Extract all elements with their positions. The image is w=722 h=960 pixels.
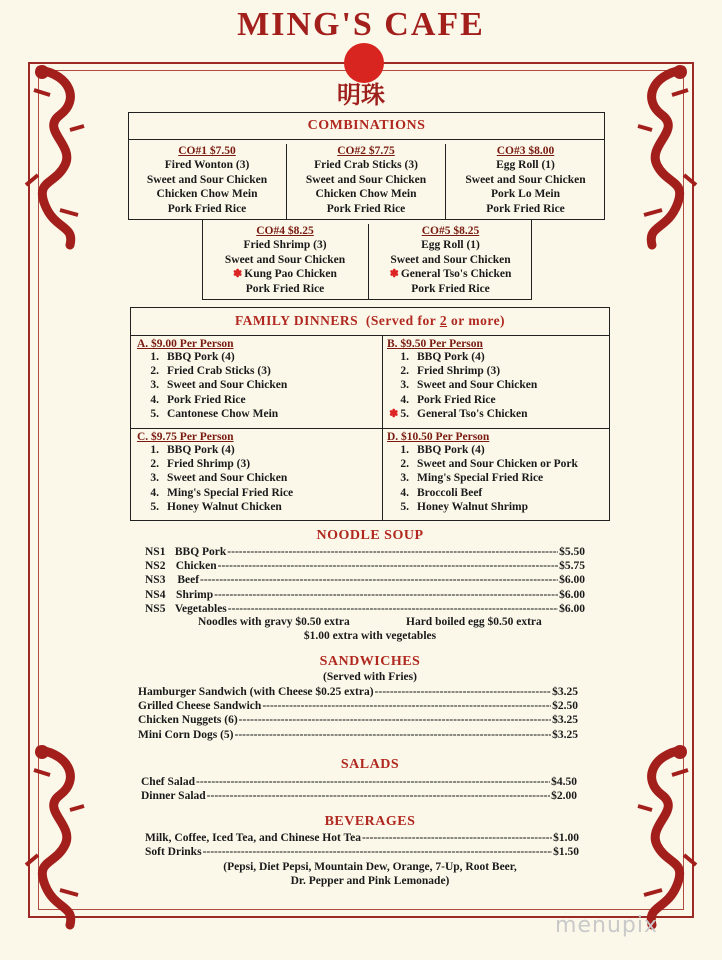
item-number: 2.: [400, 458, 409, 471]
dragon-icon: [632, 60, 702, 250]
combo-item: Pork Lo Mein: [491, 188, 560, 201]
family-option-b: [387, 338, 607, 421]
item-name: Chicken: [175, 560, 217, 573]
dot-leader: [200, 573, 558, 587]
family-subtitle-pre: (Served for: [365, 313, 440, 328]
beverages-note: Dr. Pepper and Pink Lemonade): [290, 875, 450, 887]
dot-leader: [239, 713, 551, 727]
item-number: 1.: [400, 444, 409, 456]
list-item: [387, 500, 607, 514]
item-code: NS4: [145, 588, 166, 601]
list-item: [387, 364, 607, 378]
list-item: [137, 393, 377, 407]
item-label: Fried Crab Sticks (3): [167, 365, 271, 378]
combo-head: CO#4 $8.25: [256, 225, 314, 237]
family-option-head: C. $9.75 Per Person: [137, 431, 234, 443]
noodle-note: Hard boiled egg $0.50 extra: [406, 616, 542, 628]
dot-leader: [218, 559, 558, 573]
menu-row: [145, 845, 579, 859]
menu-row: [145, 545, 585, 559]
item-name: Soft Drinks: [145, 846, 202, 859]
list-item: [387, 378, 607, 392]
item-price: $1.00: [553, 832, 579, 844]
logo-chinese: 明珠: [337, 81, 385, 109]
combo-item: Sweet and Sour Chicken: [224, 253, 346, 266]
combo-head: CO#2 $7.75: [337, 145, 395, 157]
item-label: Ming's Special Fried Rice: [417, 472, 544, 485]
item-name: Hamburger Sandwich (with Cheese $0.25 extra): [138, 686, 374, 698]
family-divider: [130, 428, 610, 429]
item-price: $3.25: [552, 686, 578, 698]
item-name: Vegetables: [174, 602, 227, 615]
combo-item-spicy: [369, 267, 532, 281]
item-number: 3.: [400, 472, 409, 485]
dot-leader: [235, 728, 552, 742]
item-name: Chef Salad: [141, 776, 195, 788]
menu-row: [141, 775, 577, 789]
item-label: Fried Shrimp (3): [417, 365, 501, 378]
item-price: $2.50: [552, 700, 578, 713]
item-number: 1.: [150, 444, 159, 456]
combo-item: Egg Roll (1): [496, 159, 555, 172]
item-label: Broccoli Beef: [417, 486, 483, 499]
list-item: [137, 407, 377, 421]
item-number: [387, 407, 417, 421]
noodle-soup-title: NOODLE SOUP: [316, 528, 424, 543]
item-number: 1.: [150, 351, 159, 363]
beverages-note: (Pepsi, Diet Pepsi, Mountain Dew, Orange, 7-Up, Root Beer,: [223, 861, 517, 873]
combo-head: CO#5 $8.25: [421, 225, 480, 237]
item-number: 3.: [150, 379, 159, 392]
noodle-note: $1.00 extra with vegetables: [303, 630, 437, 642]
item-price: $2.00: [551, 790, 577, 803]
family-option-a: [137, 338, 377, 421]
list-item: [387, 457, 607, 471]
item-code: NS2: [145, 560, 166, 573]
list-item: [137, 350, 377, 364]
family-divider: [382, 335, 383, 521]
family-divider: [130, 335, 610, 336]
family-subtitle-post: or more): [447, 313, 506, 328]
item-label: BBQ Pork (4): [417, 351, 485, 363]
list-item: [387, 393, 607, 407]
noodle-soup-list: [145, 545, 585, 616]
item-price: $6.00: [559, 588, 585, 601]
family-title: [130, 313, 610, 329]
family-option-head: A. $9.00 Per Person: [137, 338, 234, 350]
dot-leader: [227, 545, 558, 559]
menu-row: [145, 831, 579, 845]
combo-item: Pork Fried Rice: [245, 282, 325, 295]
combo-item: Pork Fried Rice: [486, 202, 565, 215]
item-code: NS3: [145, 574, 166, 587]
item-number: 5.: [400, 500, 409, 513]
family-option-head: D. $10.50 Per Person: [387, 431, 490, 443]
salads-list: [141, 775, 577, 803]
item-label: Pork Fried Rice: [167, 393, 246, 406]
item-label: Fried Shrimp (3): [167, 458, 251, 471]
chili-pepper-icon: ✽: [389, 268, 399, 281]
menu-row: [145, 573, 585, 587]
family-title-text: FAMILY DINNERS: [234, 313, 359, 328]
item-name: Chicken Nuggets (6): [138, 714, 238, 727]
family-option-head: B. $9.50 Per Person: [387, 338, 483, 350]
item-number: 2.: [150, 365, 159, 378]
menu-row: [138, 728, 578, 742]
item-price: $1.50: [553, 846, 579, 859]
list-item: [387, 486, 607, 500]
dragon-icon: [20, 60, 90, 250]
combo-item: Pork Fried Rice: [167, 202, 247, 215]
combo-item: Pork Fried Rice: [411, 282, 490, 295]
item-price: $6.00: [559, 602, 585, 615]
combo-card: [287, 144, 446, 220]
dot-leader: [207, 789, 550, 803]
item-number-text: 5.: [400, 407, 409, 420]
item-number: 3.: [150, 472, 159, 485]
combo-item: Sweet and Sour Chicken: [146, 173, 268, 186]
combinations-title: COMBINATIONS: [307, 118, 426, 133]
dragon-icon: [20, 740, 90, 930]
combo-item: General Tso's Chicken: [400, 268, 512, 281]
list-item: [137, 443, 377, 457]
item-price: $3.25: [552, 714, 578, 727]
combo-item: Pork Fried Rice: [326, 202, 406, 215]
item-label: Sweet and Sour Chicken: [417, 379, 538, 392]
item-price: $4.50: [551, 776, 577, 788]
list-item: [137, 457, 377, 471]
item-label: Sweet and Sour Chicken: [167, 379, 288, 392]
combo-item: Fried Shrimp (3): [243, 239, 327, 252]
item-label: Sweet and Sour Chicken: [167, 472, 288, 485]
family-option-d: [387, 431, 607, 514]
sandwiches-list: [138, 685, 578, 742]
item-label: Pork Fried Rice: [417, 393, 496, 406]
combo-card: [446, 144, 605, 220]
combo-item: Sweet and Sour Chicken: [465, 173, 586, 186]
item-number: 5.: [150, 407, 159, 420]
item-number: 4.: [150, 393, 159, 406]
item-label: Honey Walnut Shrimp: [417, 500, 528, 513]
family-subtitle-num: 2: [439, 313, 448, 328]
item-price: $6.00: [559, 574, 585, 587]
list-item: [387, 350, 607, 364]
item-name: BBQ Pork: [174, 546, 227, 558]
item-price: $5.50: [559, 546, 585, 558]
menu-row: [138, 685, 578, 699]
dot-leader: [262, 699, 551, 713]
list-item: [137, 364, 377, 378]
combo-card: [369, 224, 532, 300]
combo-item-spicy: [202, 267, 368, 281]
combo-item: Fried Crab Sticks (3): [314, 159, 418, 172]
item-number: 5.: [150, 500, 159, 513]
item-number: 2.: [150, 458, 159, 471]
item-number: 3.: [400, 379, 409, 392]
dot-leader: [228, 602, 558, 616]
item-price: $5.75: [559, 560, 585, 573]
combo-item: Chicken Chow Mein: [315, 188, 417, 201]
item-number: 4.: [400, 393, 409, 406]
item-number: 4.: [400, 486, 409, 499]
dot-leader: [214, 588, 558, 602]
combo-head: CO#1 $7.50: [178, 145, 236, 157]
combo-item: Sweet and Sour Chicken: [390, 253, 511, 266]
dot-leader: [375, 685, 552, 699]
combo-item: Fired Wonton (3): [164, 159, 250, 172]
item-label: Sweet and Sour Chicken or Pork: [417, 458, 578, 471]
dot-leader: [203, 845, 553, 859]
item-name: Shrimp: [176, 588, 214, 601]
list-item: [137, 378, 377, 392]
combo-card: [128, 144, 287, 220]
logo-title: MING'S CAFE: [237, 6, 485, 43]
item-label: Honey Walnut Chicken: [167, 500, 282, 513]
combo-item: Kung Pao Chicken: [244, 268, 337, 281]
item-label: Ming's Special Fried Rice: [167, 486, 294, 499]
sandwiches-title: SANDWICHES: [319, 654, 421, 669]
list-item: [137, 500, 377, 514]
combo-item: Sweet and Sour Chicken: [305, 173, 427, 186]
item-code: NS1: [145, 546, 166, 558]
menu-row: [138, 699, 578, 713]
item-number: 2.: [400, 365, 409, 378]
combo-item: Egg Roll (1): [421, 239, 480, 252]
item-number: 1.: [400, 351, 409, 363]
noodle-note: Noodles with gravy $0.50 extra: [198, 616, 350, 628]
item-name: Grilled Cheese Sandwich: [138, 700, 262, 713]
item-name: Beef: [177, 574, 200, 587]
item-label: General Tso's Chicken: [417, 407, 528, 420]
dot-leader: [196, 775, 550, 789]
menu-row: [145, 559, 585, 573]
item-number: 4.: [150, 486, 159, 499]
item-label: BBQ Pork (4): [417, 444, 485, 456]
list-item: [387, 471, 607, 485]
item-name: Mini Corn Dogs (5): [138, 728, 234, 741]
list-item: [387, 407, 607, 421]
combo-head: CO#3 $8.00: [496, 145, 555, 157]
chili-pepper-icon: ✽: [233, 268, 243, 281]
menu-row: [138, 713, 578, 727]
combo-item: Chicken Chow Mein: [156, 188, 258, 201]
menu-row: [145, 588, 585, 602]
item-label: BBQ Pork (4): [167, 444, 235, 456]
item-label: Cantonese Chow Mein: [167, 407, 279, 420]
sandwiches-subtitle: (Served with Fries): [323, 671, 417, 683]
salads-title: SALADS: [340, 757, 400, 772]
menu-row: [141, 789, 577, 803]
family-option-c: [137, 431, 377, 514]
beverages-title: BEVERAGES: [324, 814, 416, 829]
chili-pepper-icon: ✽: [389, 407, 399, 420]
combo-card: [202, 224, 369, 300]
item-code: NS5: [145, 602, 166, 615]
menu-row: [145, 602, 585, 616]
list-item: [137, 471, 377, 485]
dragon-icon: [632, 740, 702, 930]
dot-leader: [362, 831, 552, 845]
item-name: Milk, Coffee, Iced Tea, and Chinese Hot Tea: [145, 832, 361, 844]
list-item: [137, 486, 377, 500]
item-price: $3.25: [552, 728, 578, 741]
item-name: Dinner Salad: [141, 790, 206, 803]
list-item: [387, 443, 607, 457]
item-label: BBQ Pork (4): [167, 351, 235, 363]
beverages-list: [145, 831, 579, 859]
menupix-watermark: menupix: [555, 913, 658, 938]
